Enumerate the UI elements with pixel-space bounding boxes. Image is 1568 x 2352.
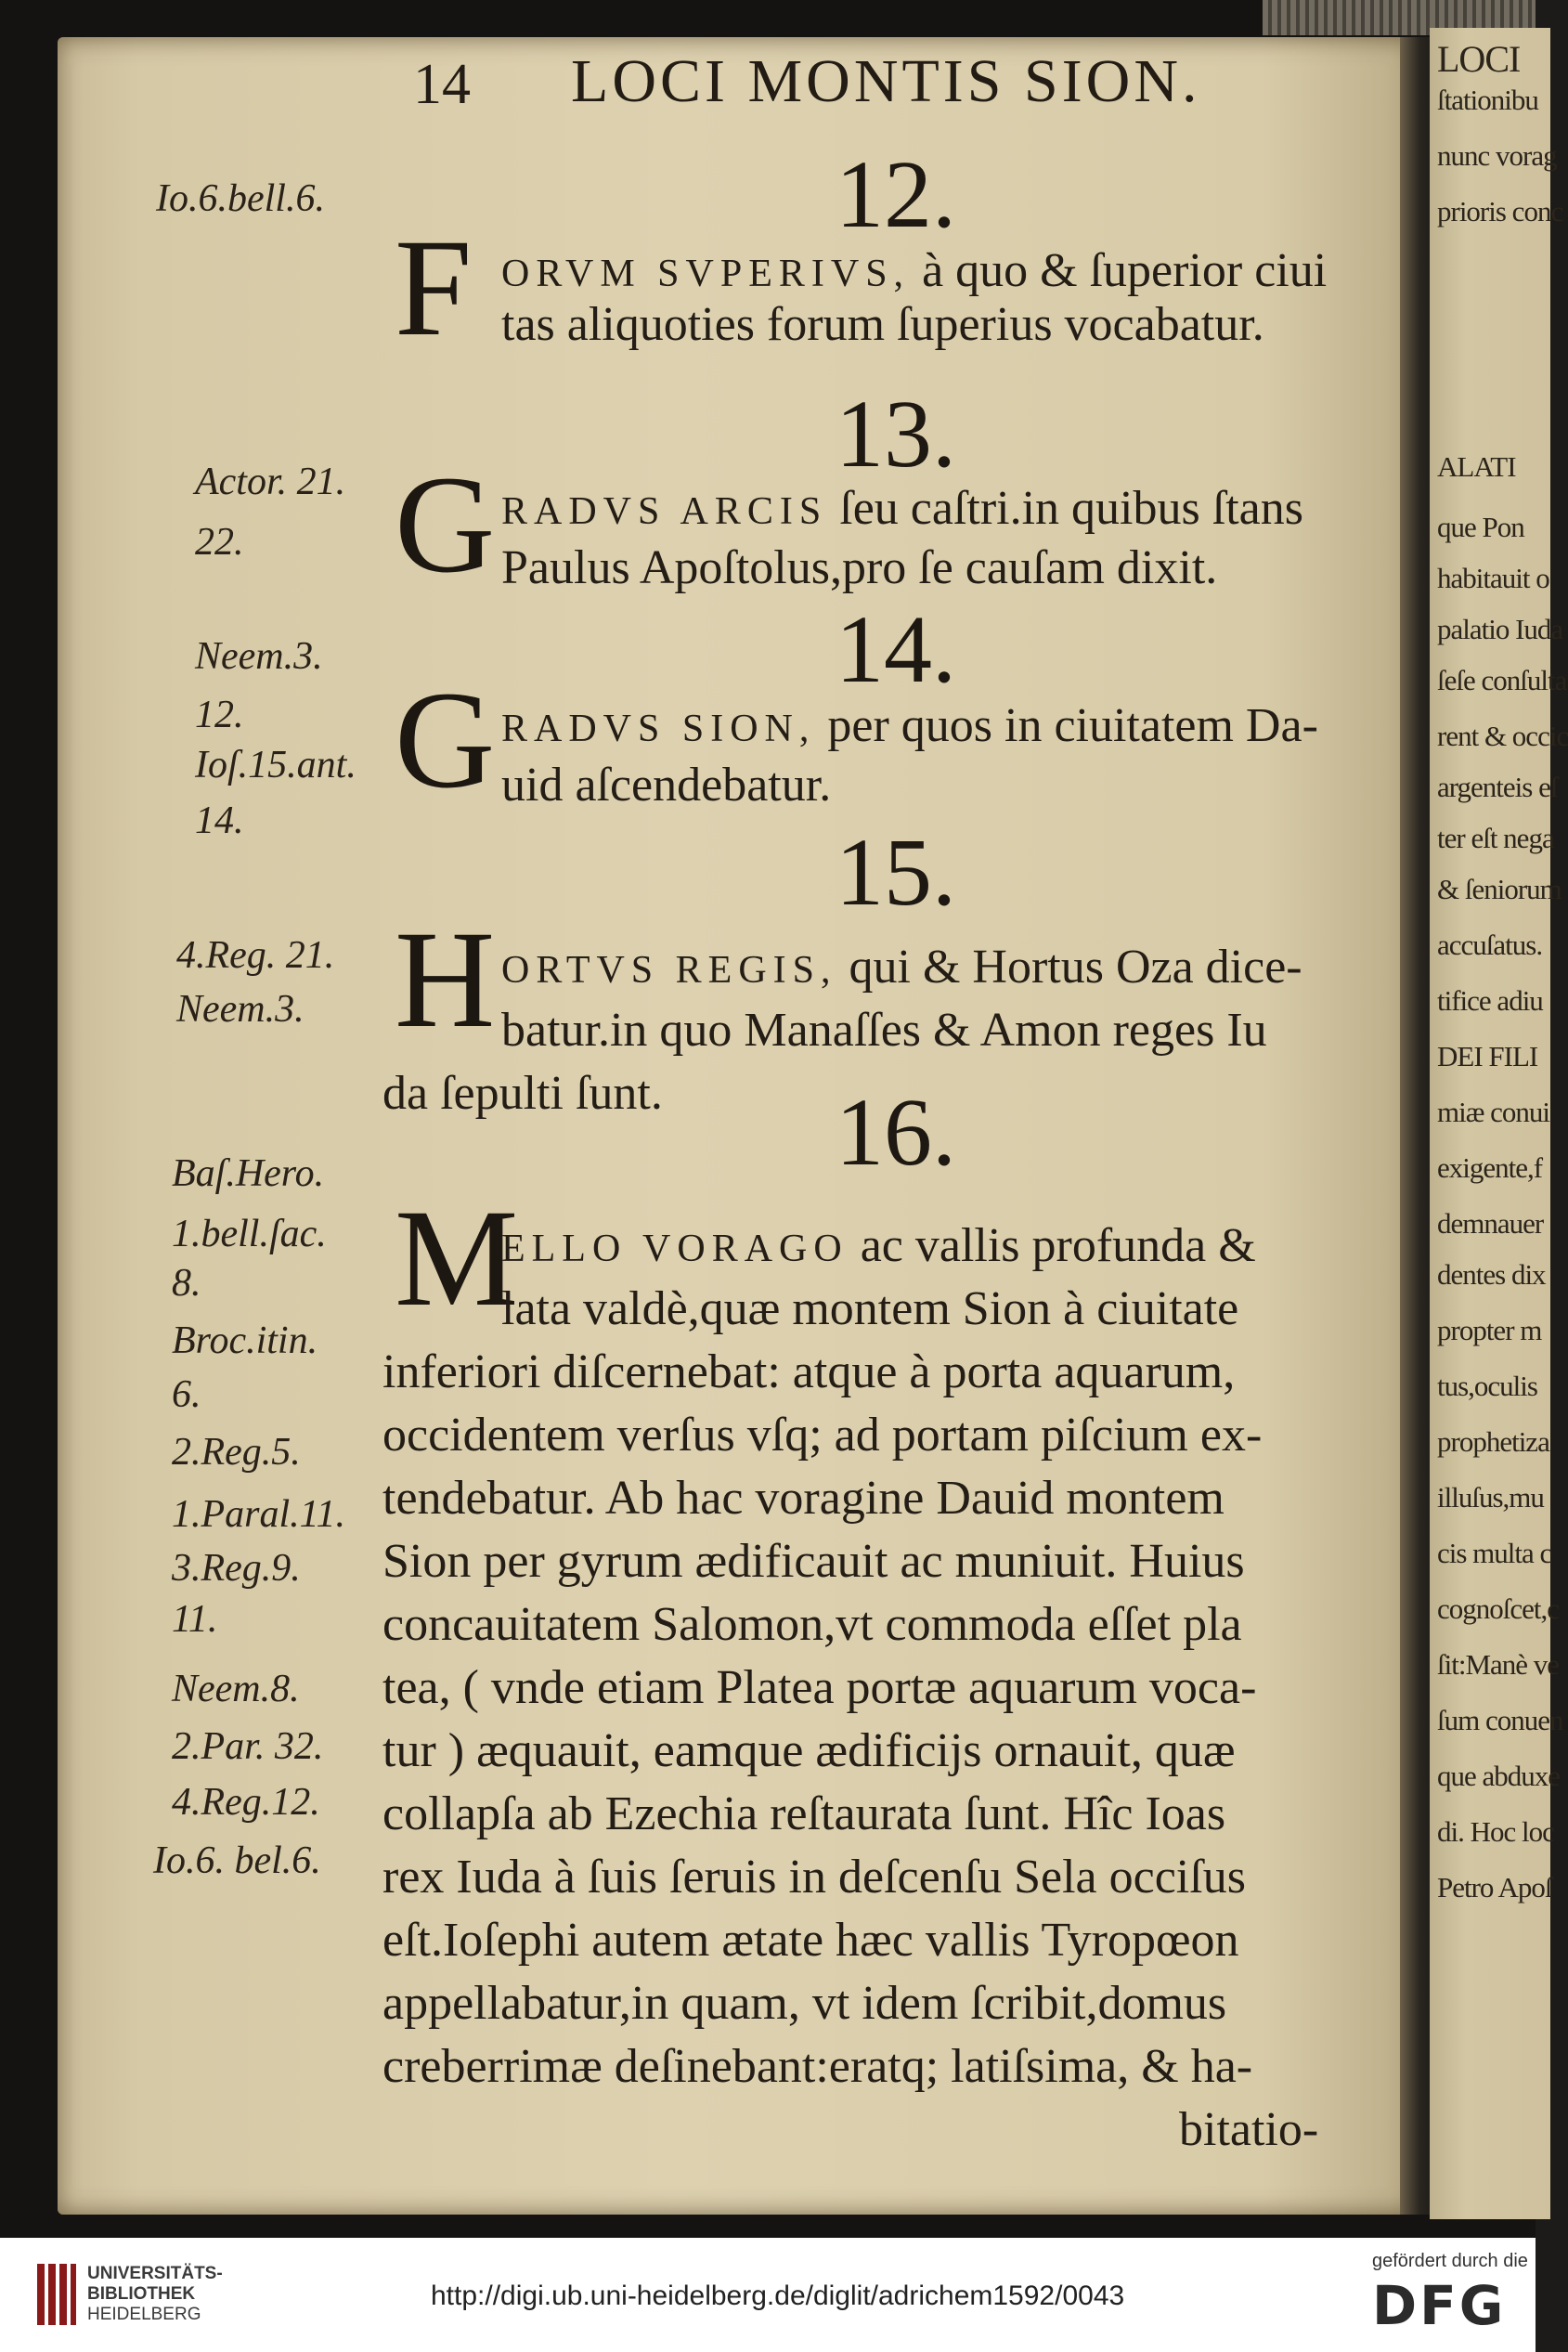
right-page-line: tus,oculis (1437, 1370, 1537, 1402)
line-text: creberrimæ deſinebant:eratq; latiſsima, & ha- (382, 2040, 1253, 2093)
margin-note: 1.Paral.11. (172, 1493, 346, 1536)
margin-note: 12. (195, 694, 244, 736)
footer (0, 2238, 1536, 2352)
line-text: collapſa ab Ezechia reſtaurata ſunt. Hîc Ioas (382, 1787, 1226, 1840)
line-text: bitatio- (1179, 2103, 1319, 2156)
library-name-line2: BIBLIOTHEK (87, 2284, 196, 2304)
drop-cap: M (395, 1181, 519, 1335)
margin-note: Io.6. bel.6. (153, 1839, 321, 1882)
drop-cap: F (395, 211, 473, 365)
dfg-logo: DFG (1372, 2274, 1507, 2337)
section-number: 16. (836, 1079, 956, 1186)
section-number: 15. (836, 819, 956, 926)
entry-line (382, 1345, 1235, 1399)
margin-note: Neem.3. (176, 988, 305, 1031)
line-text: Paulus Apoſtolus,pro ſe cauſam dixit. (501, 541, 1218, 594)
right-page-line: ſeſe conſulta (1437, 664, 1567, 696)
right-page-line: nunc vorag (1437, 139, 1557, 172)
university-library-logo-icon (33, 2258, 78, 2331)
line-text: à quo & ſuperior ciui (910, 244, 1328, 297)
page-number: 14 (413, 53, 471, 116)
margin-note: 4.Reg.12. (172, 1781, 320, 1824)
right-page-line: tifice adiu (1437, 984, 1543, 1017)
line-text: inferiori diſcernebat: atque à porta aquarum, (382, 1345, 1236, 1398)
right-page-line: dentes dix (1437, 1258, 1546, 1291)
margin-note: Io.6.bell.6. (156, 177, 325, 220)
entry-line (382, 2039, 1252, 2094)
right-page-line: habitauit o (1437, 562, 1549, 594)
entry-line (501, 1281, 1238, 1336)
right-page-line: ſtationibu (1437, 84, 1538, 116)
entry-line (501, 940, 1302, 994)
permalink[interactable]: http://digi.ub.uni-heidelberg.de/diglit/adrichem1592/0043 (431, 2281, 1125, 2311)
entry-line (1179, 2102, 1318, 2157)
line-text: per quos in ciuitatem Da- (815, 699, 1318, 752)
right-page-line: ſum conuen (1437, 1704, 1563, 1736)
drop-cap: H (395, 903, 496, 1057)
line-text: tur ) æquauit, eamque ædificijs ornauit, quæ (382, 1724, 1236, 1777)
right-page-line: Petro Apoſ (1437, 1871, 1552, 1904)
line-text: lata valdè,quæ montem Sion à ciuitate (501, 1282, 1239, 1335)
right-page-line: argenteis eſ (1437, 771, 1558, 803)
right-page-line: rent & occic (1437, 720, 1568, 752)
entry-line (501, 243, 1327, 298)
drop-cap: G (395, 663, 496, 817)
entry-line (382, 1660, 1256, 1715)
margin-note: 22. (195, 521, 244, 564)
right-page-line: ALATI (1437, 450, 1516, 483)
funded-by-label: gefördert durch die (1372, 2251, 1528, 2271)
entry-line (382, 1723, 1236, 1778)
right-page-line: propter m (1437, 1314, 1542, 1346)
line-text: tea, ( vnde etiam Platea portæ aquarum voca- (382, 1661, 1257, 1714)
library-name (87, 2264, 223, 2325)
right-page-line: ter eſt nega (1437, 822, 1554, 854)
line-text: ſeu caſtri.in quibus ſtans (827, 482, 1303, 535)
entry-line (382, 1534, 1245, 1589)
right-page-line: prophetiza (1437, 1425, 1549, 1458)
line-text: tendebatur. Ab hac voragine Dauid montem (382, 1472, 1225, 1525)
drop-cap: G (395, 448, 496, 602)
small-caps-lemma: ORTVS REGIS, (501, 949, 837, 992)
right-page-line: demnauer (1437, 1207, 1544, 1240)
margin-note: 2.Reg.5. (172, 1431, 301, 1474)
right-page-header: LOCI (1437, 38, 1521, 80)
right-page-line: palatio Iuda (1437, 613, 1563, 645)
margin-note: 6. (172, 1373, 201, 1416)
margin-note: Ioſ.15.ant. (195, 744, 356, 786)
line-text: tas aliquoties forum ſuperius vocabatur. (501, 298, 1264, 351)
entry-line (382, 1787, 1225, 1841)
entry-line (382, 1471, 1225, 1526)
margin-note: 1.bell.ſac. (172, 1213, 327, 1255)
line-text: da ſepulti ſunt. (382, 1067, 663, 1120)
entry-line (382, 1976, 1226, 2031)
margin-note: Baſ.Hero. (172, 1152, 325, 1195)
entry-line (382, 1597, 1242, 1652)
margin-note: 11. (172, 1598, 218, 1641)
entry-line (501, 481, 1303, 536)
line-text: concauitatem Salomon,vt commoda eſſet pla (382, 1598, 1242, 1651)
right-page-line: cis multa c (1437, 1537, 1552, 1569)
line-text: appellabatur,in quam, vt idem ſcribit,domus (382, 1977, 1227, 2030)
right-page-line: illuſus,mu (1437, 1481, 1544, 1514)
margin-note: Neem.8. (172, 1668, 300, 1710)
section-number: 13. (836, 381, 956, 487)
entry-line (501, 698, 1318, 753)
margin-note: 3.Reg.9. (172, 1547, 301, 1590)
entry-line (382, 1408, 1262, 1462)
small-caps-lemma: RADVS ARCIS (501, 490, 828, 533)
margin-note: Neem.3. (195, 635, 323, 678)
entry-line (501, 297, 1264, 352)
margin-note: 2.Par. 32. (172, 1725, 324, 1768)
entry-line (382, 1066, 663, 1121)
section-number: 14. (836, 596, 956, 703)
right-page-line: prioris conc (1437, 195, 1563, 227)
right-page-line: cognoſcet,c (1437, 1592, 1560, 1625)
right-page-line: exigente,f (1437, 1151, 1543, 1184)
entry-line (501, 1003, 1267, 1058)
line-text: eſt.Ioſephi autem ætate hæc vallis Tyropœon (382, 1914, 1239, 1967)
right-page-line: ſit:Manè ve (1437, 1648, 1560, 1681)
line-text: uid aſcendebatur. (501, 759, 832, 812)
entry-line (382, 1850, 1246, 1904)
line-text: batur.in quo Manaſſes & Amon reges Iu (501, 1004, 1267, 1057)
margin-note: Broc.itin. (172, 1319, 318, 1362)
line-text: ac vallis profunda & (848, 1219, 1256, 1272)
line-text: occidentem verſus vſq; ad portam piſcium ex- (382, 1409, 1263, 1462)
entry-line (501, 758, 831, 812)
small-caps-lemma: RADVS SION, (501, 708, 816, 750)
right-page-fragment (1430, 28, 1568, 2219)
entry-line (501, 540, 1217, 595)
right-page-line: DEI FILI (1437, 1040, 1538, 1072)
line-text: qui & Hortus Oza dice- (836, 941, 1302, 994)
right-page-line: accuſatus. (1437, 929, 1543, 961)
margin-note: Actor. 21. (195, 461, 346, 503)
right-page-line: que Pon (1437, 511, 1524, 543)
section-number: 12. (836, 141, 956, 248)
margin-note: 8. (172, 1262, 201, 1305)
small-caps-lemma: ORVM SVPERIVS, (501, 253, 911, 295)
entry-line (382, 1913, 1239, 1968)
right-page-line: miæ conui (1437, 1096, 1550, 1128)
entry-line (501, 1218, 1256, 1273)
line-text: Sion per gyrum ædificauit ac muniuit. Huius (382, 1535, 1245, 1588)
library-name-line3: HEIDELBERG (87, 2305, 201, 2324)
running-title: LOCI MONTIS SION. (571, 47, 1201, 115)
right-page-line: que abduxe (1437, 1760, 1561, 1792)
right-page-line: & ſeniorum (1437, 873, 1562, 905)
small-caps-lemma: ELLO VORAGO (501, 1228, 849, 1270)
line-text: rex Iuda à ſuis ſeruis in deſcenſu Sela occiſus (382, 1851, 1246, 1904)
library-name-line1: UNIVERSITÄTS- (87, 2264, 223, 2283)
right-page-line: di. Hoc loc (1437, 1815, 1554, 1848)
margin-note: 4.Reg. 21. (176, 934, 335, 977)
margin-note: 14. (195, 799, 244, 842)
